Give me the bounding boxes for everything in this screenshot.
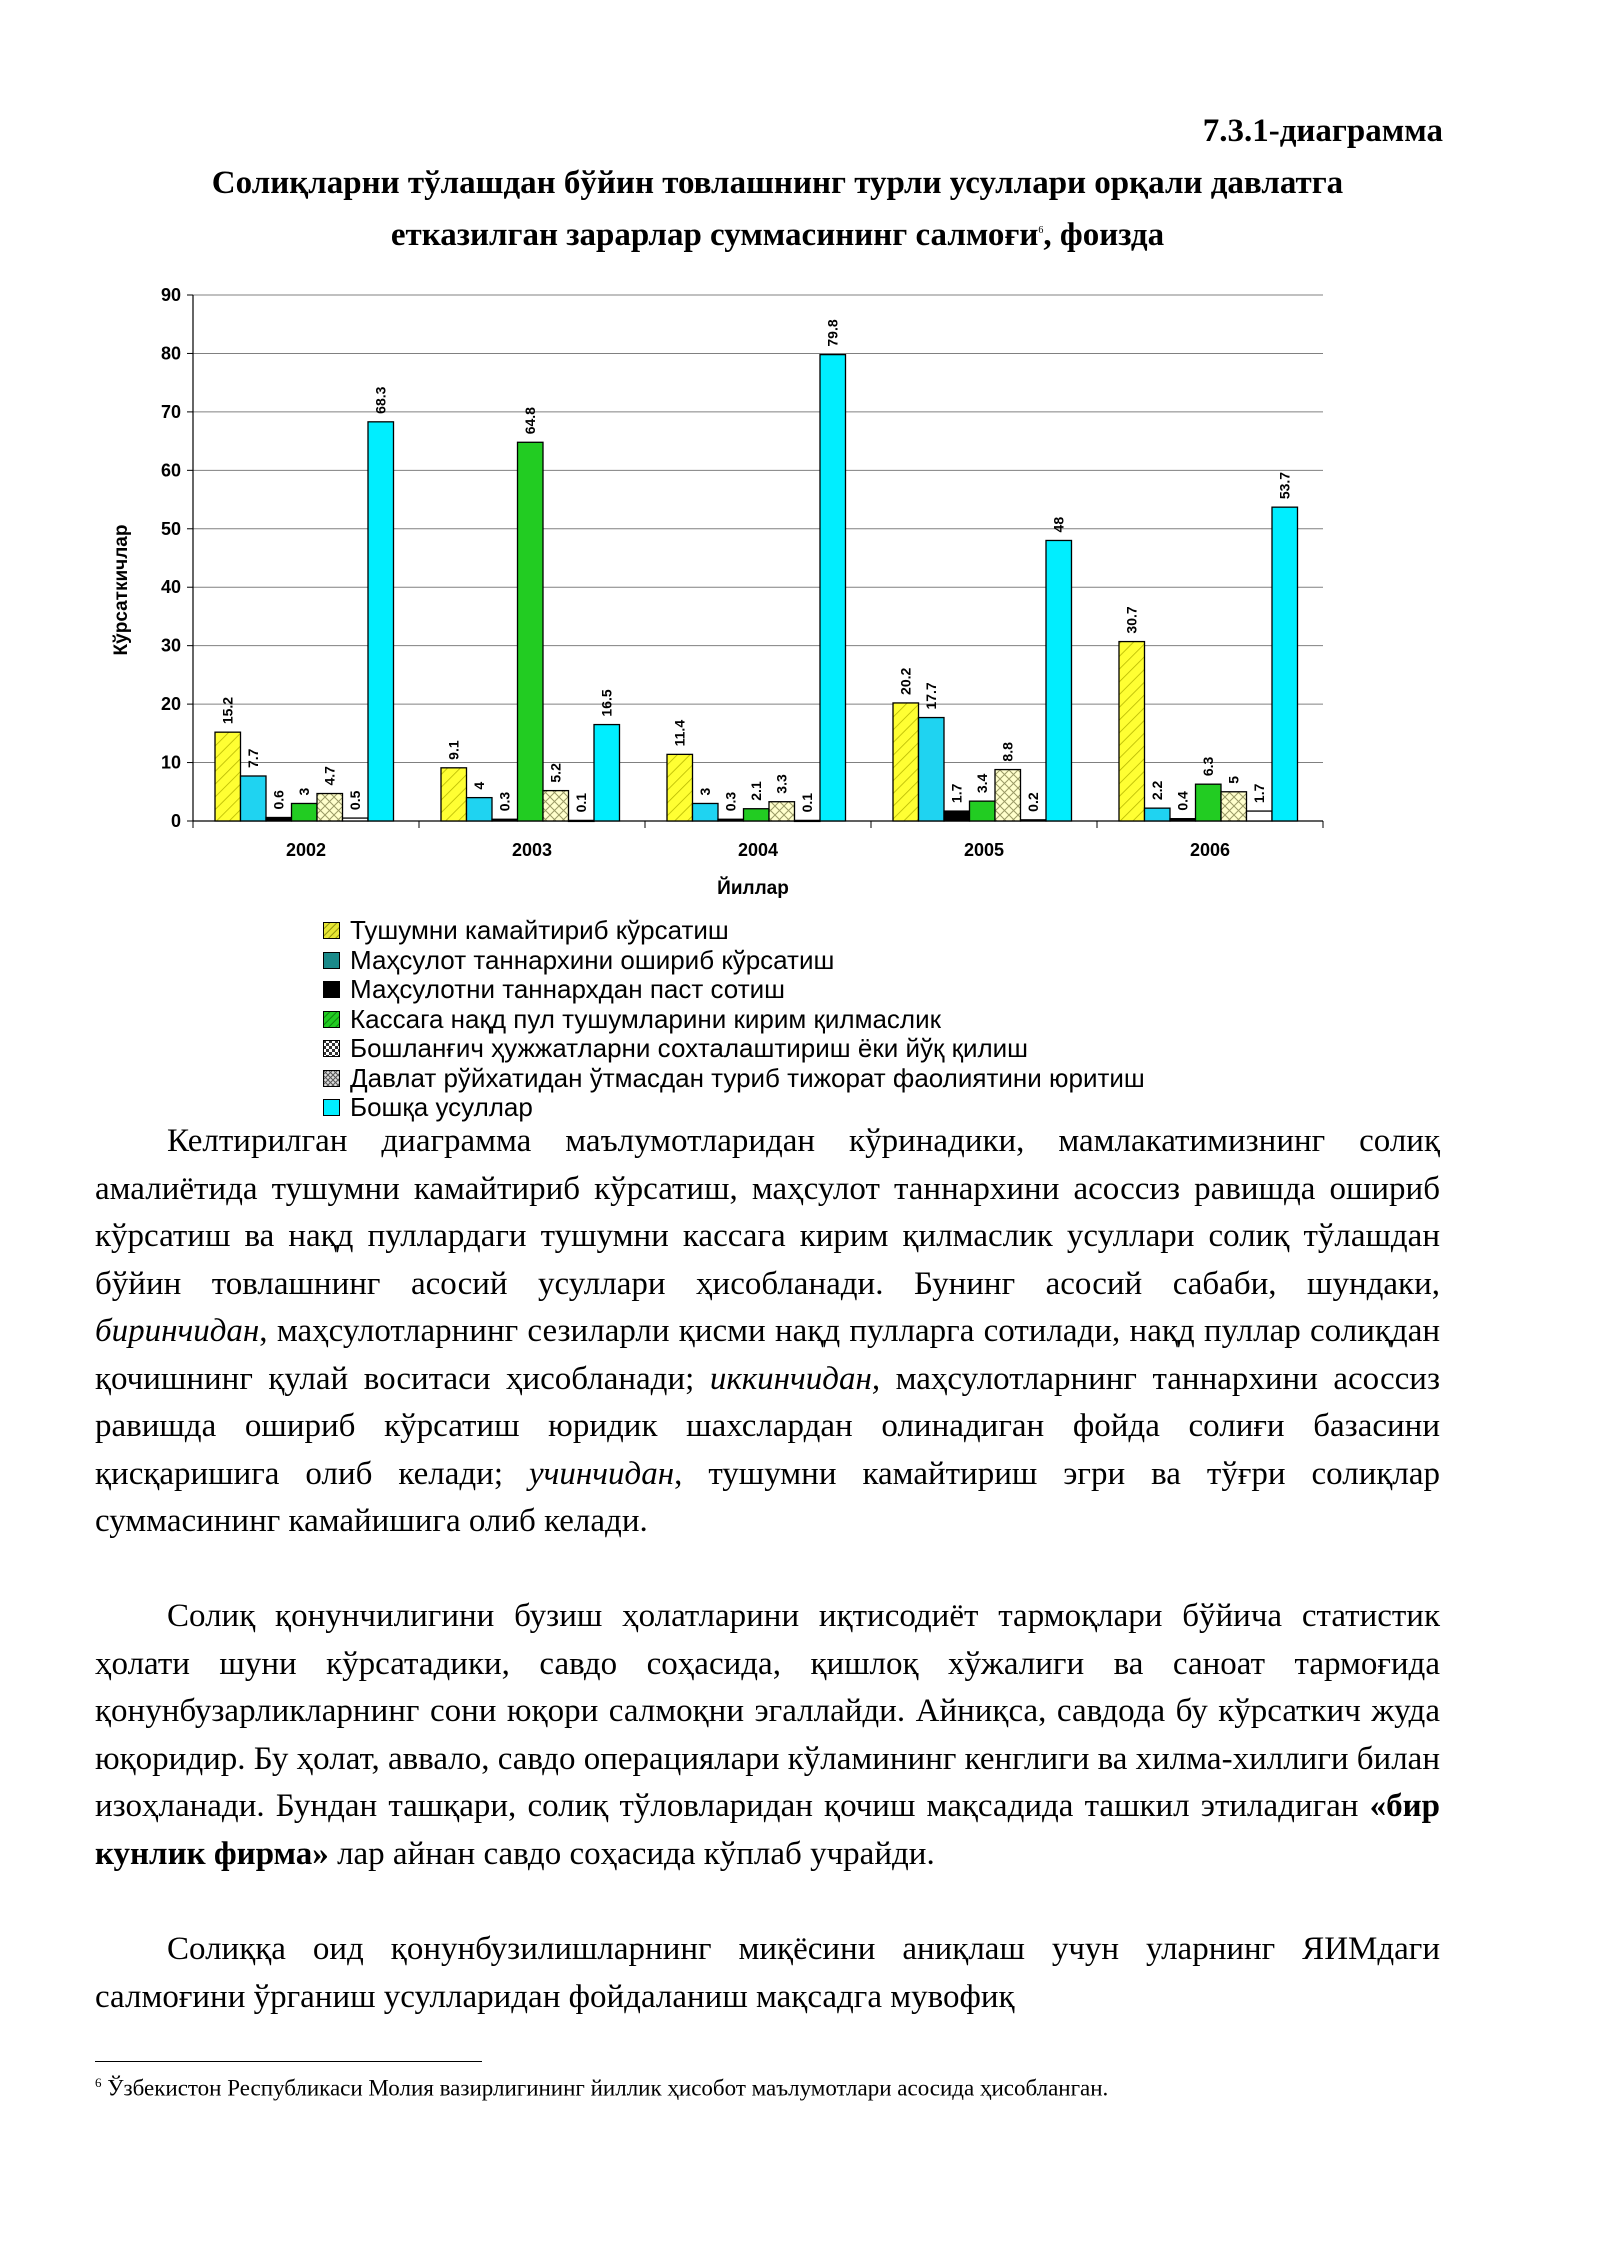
bar xyxy=(368,422,394,821)
y-tick-label: 70 xyxy=(160,401,181,422)
p3-text: Солиққа оид қонунбузилишларнинг миқёсини аниқлаш учун уларнинг ЯИМдаги салмоғини ўрганиш усулларидан фойдаланиш мақсадга мувофиқ xyxy=(95,1931,1440,2015)
data-label: 3.3 xyxy=(773,774,790,794)
bar xyxy=(317,794,343,821)
bar xyxy=(667,754,693,821)
footnote-separator xyxy=(95,2061,482,2062)
data-label: 64.8 xyxy=(522,407,539,435)
data-label: 5.2 xyxy=(547,763,564,783)
data-label: 79.8 xyxy=(824,319,841,347)
bar xyxy=(543,791,569,821)
p1-text-b: , маҳсулотларнинг сезиларли қисми нақд пулларга сотилади, нақд пуллар солиқдан қочишнинг қулай воситаси ҳисобланади; xyxy=(95,1313,1440,1397)
bar-chart xyxy=(100,275,1360,915)
legend-item xyxy=(323,975,1145,1005)
legend-label: Давлат рўйхатидан ўтмасдан туриб тижорат фаолиятини юритиш xyxy=(350,1062,1145,1093)
bar xyxy=(292,803,318,821)
bar xyxy=(1021,820,1047,821)
data-label: 68.3 xyxy=(372,386,389,414)
bar xyxy=(1196,784,1222,821)
footnote-text: Ўзбекистон Республикаси Молия вазирлигининг йиллик ҳисобот маълумотлари асосида ҳисобланган. xyxy=(101,2075,1109,2101)
y-tick-label: 40 xyxy=(160,577,181,598)
p1-text-d: , тушумни камайтириш эгри ва тўғри солиқлар суммасининг камайишига олиб келади. xyxy=(95,1455,1441,1539)
bar xyxy=(893,703,919,821)
y-tick-label: 0 xyxy=(170,811,181,831)
p2-text-a: Солиқ қонунчилигини бузиш ҳолатларини иқтисодиёт тармоқлари бўйича статистик ҳолати шуни кўрсатадики, савдо соҳасида, қишлоқ хўжалиги ва саноат тармоғида қонунбузарликларнинг сони юқори салмоқни эгаллайди. Айниқса, савдода бу кўрсаткич жуда юқоридир. Бу ҳолат, аввало, савдо операциялари кўламининг кенглиги ва хилма-хиллиги билан изоҳланади. Бундан ташқари, солиқ тўловларидан қочиш мақсадида ташкил этиладиган xyxy=(95,1598,1440,1824)
data-label: 5 xyxy=(1225,775,1242,784)
x-tick-label: 2005 xyxy=(963,840,1005,860)
bar xyxy=(343,818,369,821)
y-tick-label: 50 xyxy=(160,518,181,539)
paragraph-2 xyxy=(95,1593,1440,1878)
legend-label: Бошланғич ҳужжатларни сохталаштириш ёки йўқ қилиш xyxy=(350,1033,1029,1063)
data-label: 2.1 xyxy=(748,781,765,801)
legend-swatch xyxy=(323,981,340,998)
data-label: 53.7 xyxy=(1276,471,1293,500)
bar xyxy=(594,725,620,821)
paragraph-3 xyxy=(95,1926,1440,2021)
bar xyxy=(467,798,493,821)
data-label: 7.7 xyxy=(245,748,262,768)
data-label: 48 xyxy=(1050,516,1067,533)
bar xyxy=(820,355,846,821)
footnote xyxy=(95,2075,1108,2102)
data-label: 3 xyxy=(296,787,313,796)
y-tick-label: 60 xyxy=(160,460,181,481)
bar xyxy=(944,811,970,821)
data-label: 3 xyxy=(697,787,714,796)
bar xyxy=(1221,792,1247,821)
p2-text-b: лар айнан савдо соҳасида кўплаб учрайди. xyxy=(328,1835,935,1872)
data-label: 9.1 xyxy=(445,740,462,760)
bar xyxy=(919,718,945,821)
data-label: 0.1 xyxy=(573,792,590,813)
title-footnote-mark: 6 xyxy=(1038,225,1044,236)
bar xyxy=(995,770,1021,821)
diagram-number: 7.3.1-диаграмма xyxy=(1202,113,1443,149)
data-label: 0.1 xyxy=(799,792,816,813)
legend-swatch xyxy=(323,952,340,969)
data-label: 6.3 xyxy=(1200,756,1217,777)
data-label: 30.7 xyxy=(1123,606,1140,634)
bar xyxy=(795,820,821,821)
data-label: 0.3 xyxy=(722,791,739,812)
legend-swatch xyxy=(323,1040,340,1057)
title-line-1: Солиқларни тўлашдан бўйин товлашнинг турли усуллари орқали давлатга xyxy=(211,165,1344,201)
grid-lines xyxy=(193,295,1323,763)
data-label: 11.4 xyxy=(671,719,688,747)
title-line-2: етказилган зарарлар суммасининг салмоғи xyxy=(390,217,1039,253)
bar xyxy=(744,809,770,821)
data-label: 8.8 xyxy=(999,742,1016,762)
p1-italic-third: учинчидан xyxy=(529,1455,675,1492)
data-label: 0.2 xyxy=(1025,792,1042,812)
data-label: 20.2 xyxy=(897,667,914,695)
p2-bold-term: «бир кунлик фирма» xyxy=(95,1788,1440,1872)
legend-label: Маҳсулот таннархини ошириб кўрсатиш xyxy=(350,944,835,975)
bar xyxy=(241,776,267,821)
x-tick-label: 2006 xyxy=(1189,840,1231,860)
bar xyxy=(1170,819,1196,821)
data-label: 16.5 xyxy=(598,689,615,717)
bar xyxy=(1272,507,1298,821)
bar xyxy=(1046,540,1072,821)
legend-item xyxy=(323,1034,1145,1064)
data-label: 4.7 xyxy=(321,766,338,786)
p1-italic-second: иккинчидан, xyxy=(709,1360,881,1397)
data-label: 2.2 xyxy=(1149,780,1166,801)
legend-item xyxy=(323,1005,1145,1035)
y-tick-label: 10 xyxy=(160,752,181,773)
p1-italic-first: биринчидан xyxy=(95,1313,260,1349)
legend-label: Кассага нақд пул тушумларини кирим қилмаслик xyxy=(350,1003,941,1034)
chart-legend xyxy=(323,916,1145,1123)
data-label: 17.7 xyxy=(923,682,940,710)
bar xyxy=(1247,811,1273,821)
data-label: 3.4 xyxy=(974,773,991,794)
data-label: 0.5 xyxy=(347,790,364,811)
paragraph-1 xyxy=(95,1118,1440,1546)
x-tick-label: 2004 xyxy=(737,840,779,860)
bar xyxy=(518,442,544,821)
legend-swatch xyxy=(323,922,340,939)
y-tick-label: 80 xyxy=(160,343,181,364)
p1-text-a: Келтирилган диаграмма маълумотларидан кўринадики, мамлакатимизнинг солиқ амалиётида тушумни камайтириб кўрсатиш, маҳсулот таннархини асоссиз равишда ошириб кўрсатиш ва нақд пуллардаги тушумни кассага кирим қилмаслик усуллари солиқ тўлашдан бўйин товлашнинг асосий усуллари ҳисобланади. Бунинг асосий сабаби, шундаки, xyxy=(95,1123,1440,1302)
x-tick-label: 2003 xyxy=(511,840,553,860)
data-label: 15.2 xyxy=(219,696,236,725)
bar xyxy=(769,802,795,821)
bar xyxy=(1145,808,1171,821)
data-label: 4 xyxy=(471,781,488,790)
data-label: 1.7 xyxy=(948,783,965,804)
x-axis-label: Йиллар xyxy=(717,878,789,899)
y-tick-label: 30 xyxy=(160,635,181,656)
legend-label: Маҳсулотни таннархдан паст сотиш xyxy=(350,974,785,1004)
legend-item xyxy=(323,946,1145,976)
data-label: 0.3 xyxy=(496,791,513,812)
title-line-2-end: , фоизда xyxy=(1043,217,1165,253)
legend-swatch xyxy=(323,1070,340,1087)
footnote-mark: 6 xyxy=(95,2075,102,2090)
y-axis-label: Кўрсаткичлар xyxy=(111,524,132,656)
bar xyxy=(441,768,467,821)
bar xyxy=(569,820,595,821)
legend-label: Бошқа усуллар xyxy=(350,1092,533,1122)
bar xyxy=(970,801,996,821)
y-tick-label: 20 xyxy=(160,694,181,715)
y-tick-label: 90 xyxy=(160,285,181,305)
bars xyxy=(215,355,1298,822)
diagram-title xyxy=(95,160,1460,259)
bar xyxy=(1119,642,1145,821)
bar xyxy=(693,803,719,821)
data-label: 1.7 xyxy=(1251,783,1268,804)
data-label: 0.4 xyxy=(1174,791,1191,811)
bar xyxy=(215,732,241,821)
x-tick-label: 2002 xyxy=(285,840,327,860)
bar xyxy=(266,817,292,821)
legend-swatch xyxy=(323,1099,340,1116)
bar xyxy=(492,819,518,821)
p1-text-c: маҳсулотларнинг таннархини асоссиз равишда ошириб кўрсатиш юридик шахслардан олинадиган фойда солиғи базасини қисқаришига олиб келади; xyxy=(95,1360,1440,1492)
legend-label: Тушумни камайтириб кўрсатиш xyxy=(350,915,729,945)
data-label: 0.6 xyxy=(270,790,287,810)
legend-swatch xyxy=(323,1011,340,1028)
legend-item xyxy=(323,1064,1145,1094)
bar xyxy=(718,819,744,821)
legend-item xyxy=(323,916,1145,946)
